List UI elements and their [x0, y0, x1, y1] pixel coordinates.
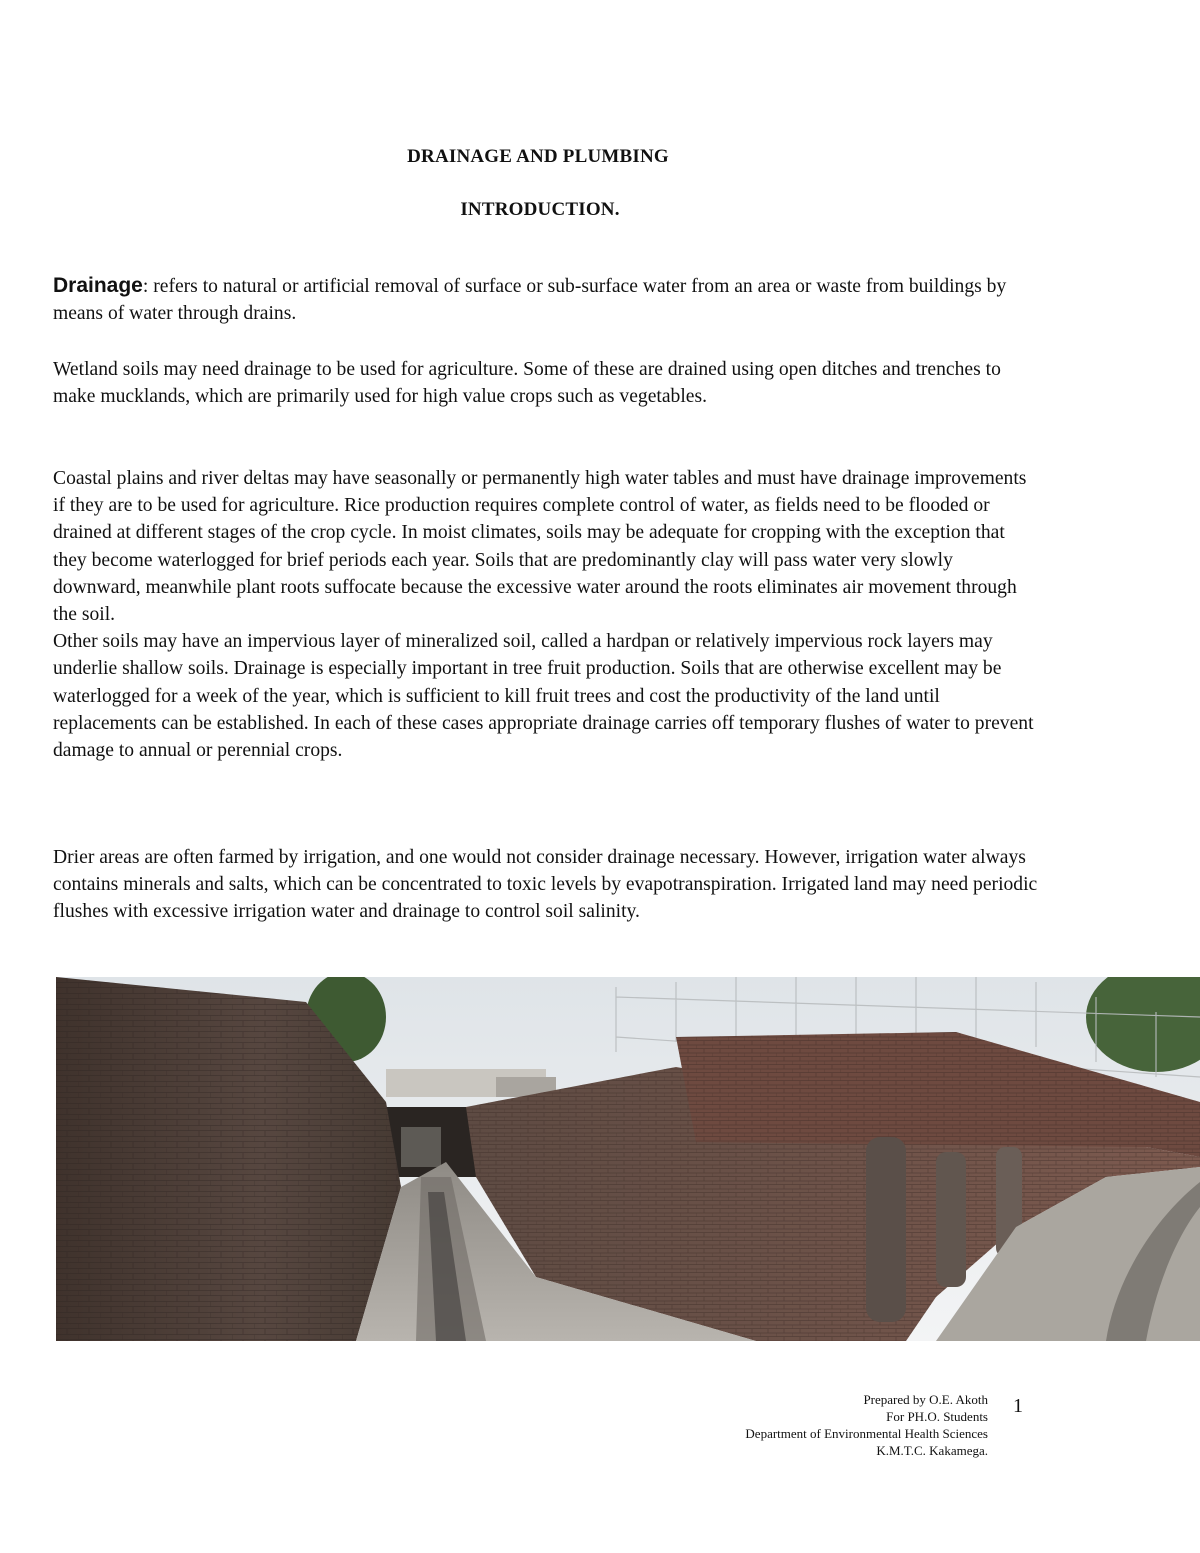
page-number: 1	[1013, 1395, 1023, 1417]
paragraph-coastal: Coastal plains and river deltas may have seasonally or permanently high water tables and must have drainage improvements if they are to be used for agriculture. Rice production requires complete control of water, as fields need to be flooded or drained at different stages of the crop cycle. In moist climates, soils may be adequate for cropping with the exception that they become waterlogged for brief periods each year. Soils that are predominantly clay will pass water very slowly downward, meanwhile plant roots suffocate because the excessive water around the roots eliminates air movement through the soil.	[53, 468, 1027, 626]
footer-author: Prepared by O.E. Akoth	[863, 1392, 988, 1407]
section-heading: INTRODUCTION.	[460, 199, 620, 220]
definition-term: Drainage	[53, 274, 143, 297]
paragraph-irrigation: Drier areas are often farmed by irrigation, and one would not consider drainage necessary. However, irrigation water always contains minerals and salts, which can be concentrated to toxic levels by evapotranspiration. Irrigated land may need periodic flushes with excessive irrigation water and drainage to control soil salinity.	[53, 847, 1038, 923]
definition-text: : refers to natural or artificial removal of surface or sub-surface water from an area or waste from buildings by means of water through drains.	[53, 276, 1007, 325]
document-title: DRAINAGE AND PLUMBING	[407, 146, 669, 167]
footer-audience: For PH.O. Students	[886, 1409, 988, 1424]
footer-credits	[745, 1391, 988, 1459]
paragraph-hardpan: Other soils may have an impervious layer of mineralized soil, called a hardpan or relatively impervious rock layers may underlie shallow soils. Drainage is especially important in tree fruit production. Soils that are otherwise excellent may be waterlogged for a week of the year, which is sufficient to kill fruit trees and cost the productivity of the land until replacements can be established. In each of these cases appropriate drainage carries off temporary flushes of water to prevent damage to annual or perennial crops.	[53, 631, 1034, 762]
footer-institution: K.M.T.C. Kakamega.	[876, 1443, 988, 1458]
footer-department: Department of Environmental Health Sciences	[745, 1426, 988, 1441]
definition-paragraph	[53, 272, 1038, 327]
paragraph-wetland: Wetland soils may need drainage to be used for agriculture. Some of these are drained using open ditches and trenches to make mucklands, which are primarily used for high value crops such as vegetables.	[53, 359, 1001, 408]
drainage-channel-photo	[56, 977, 1200, 1341]
paragraph-group-coastal	[53, 465, 1038, 764]
